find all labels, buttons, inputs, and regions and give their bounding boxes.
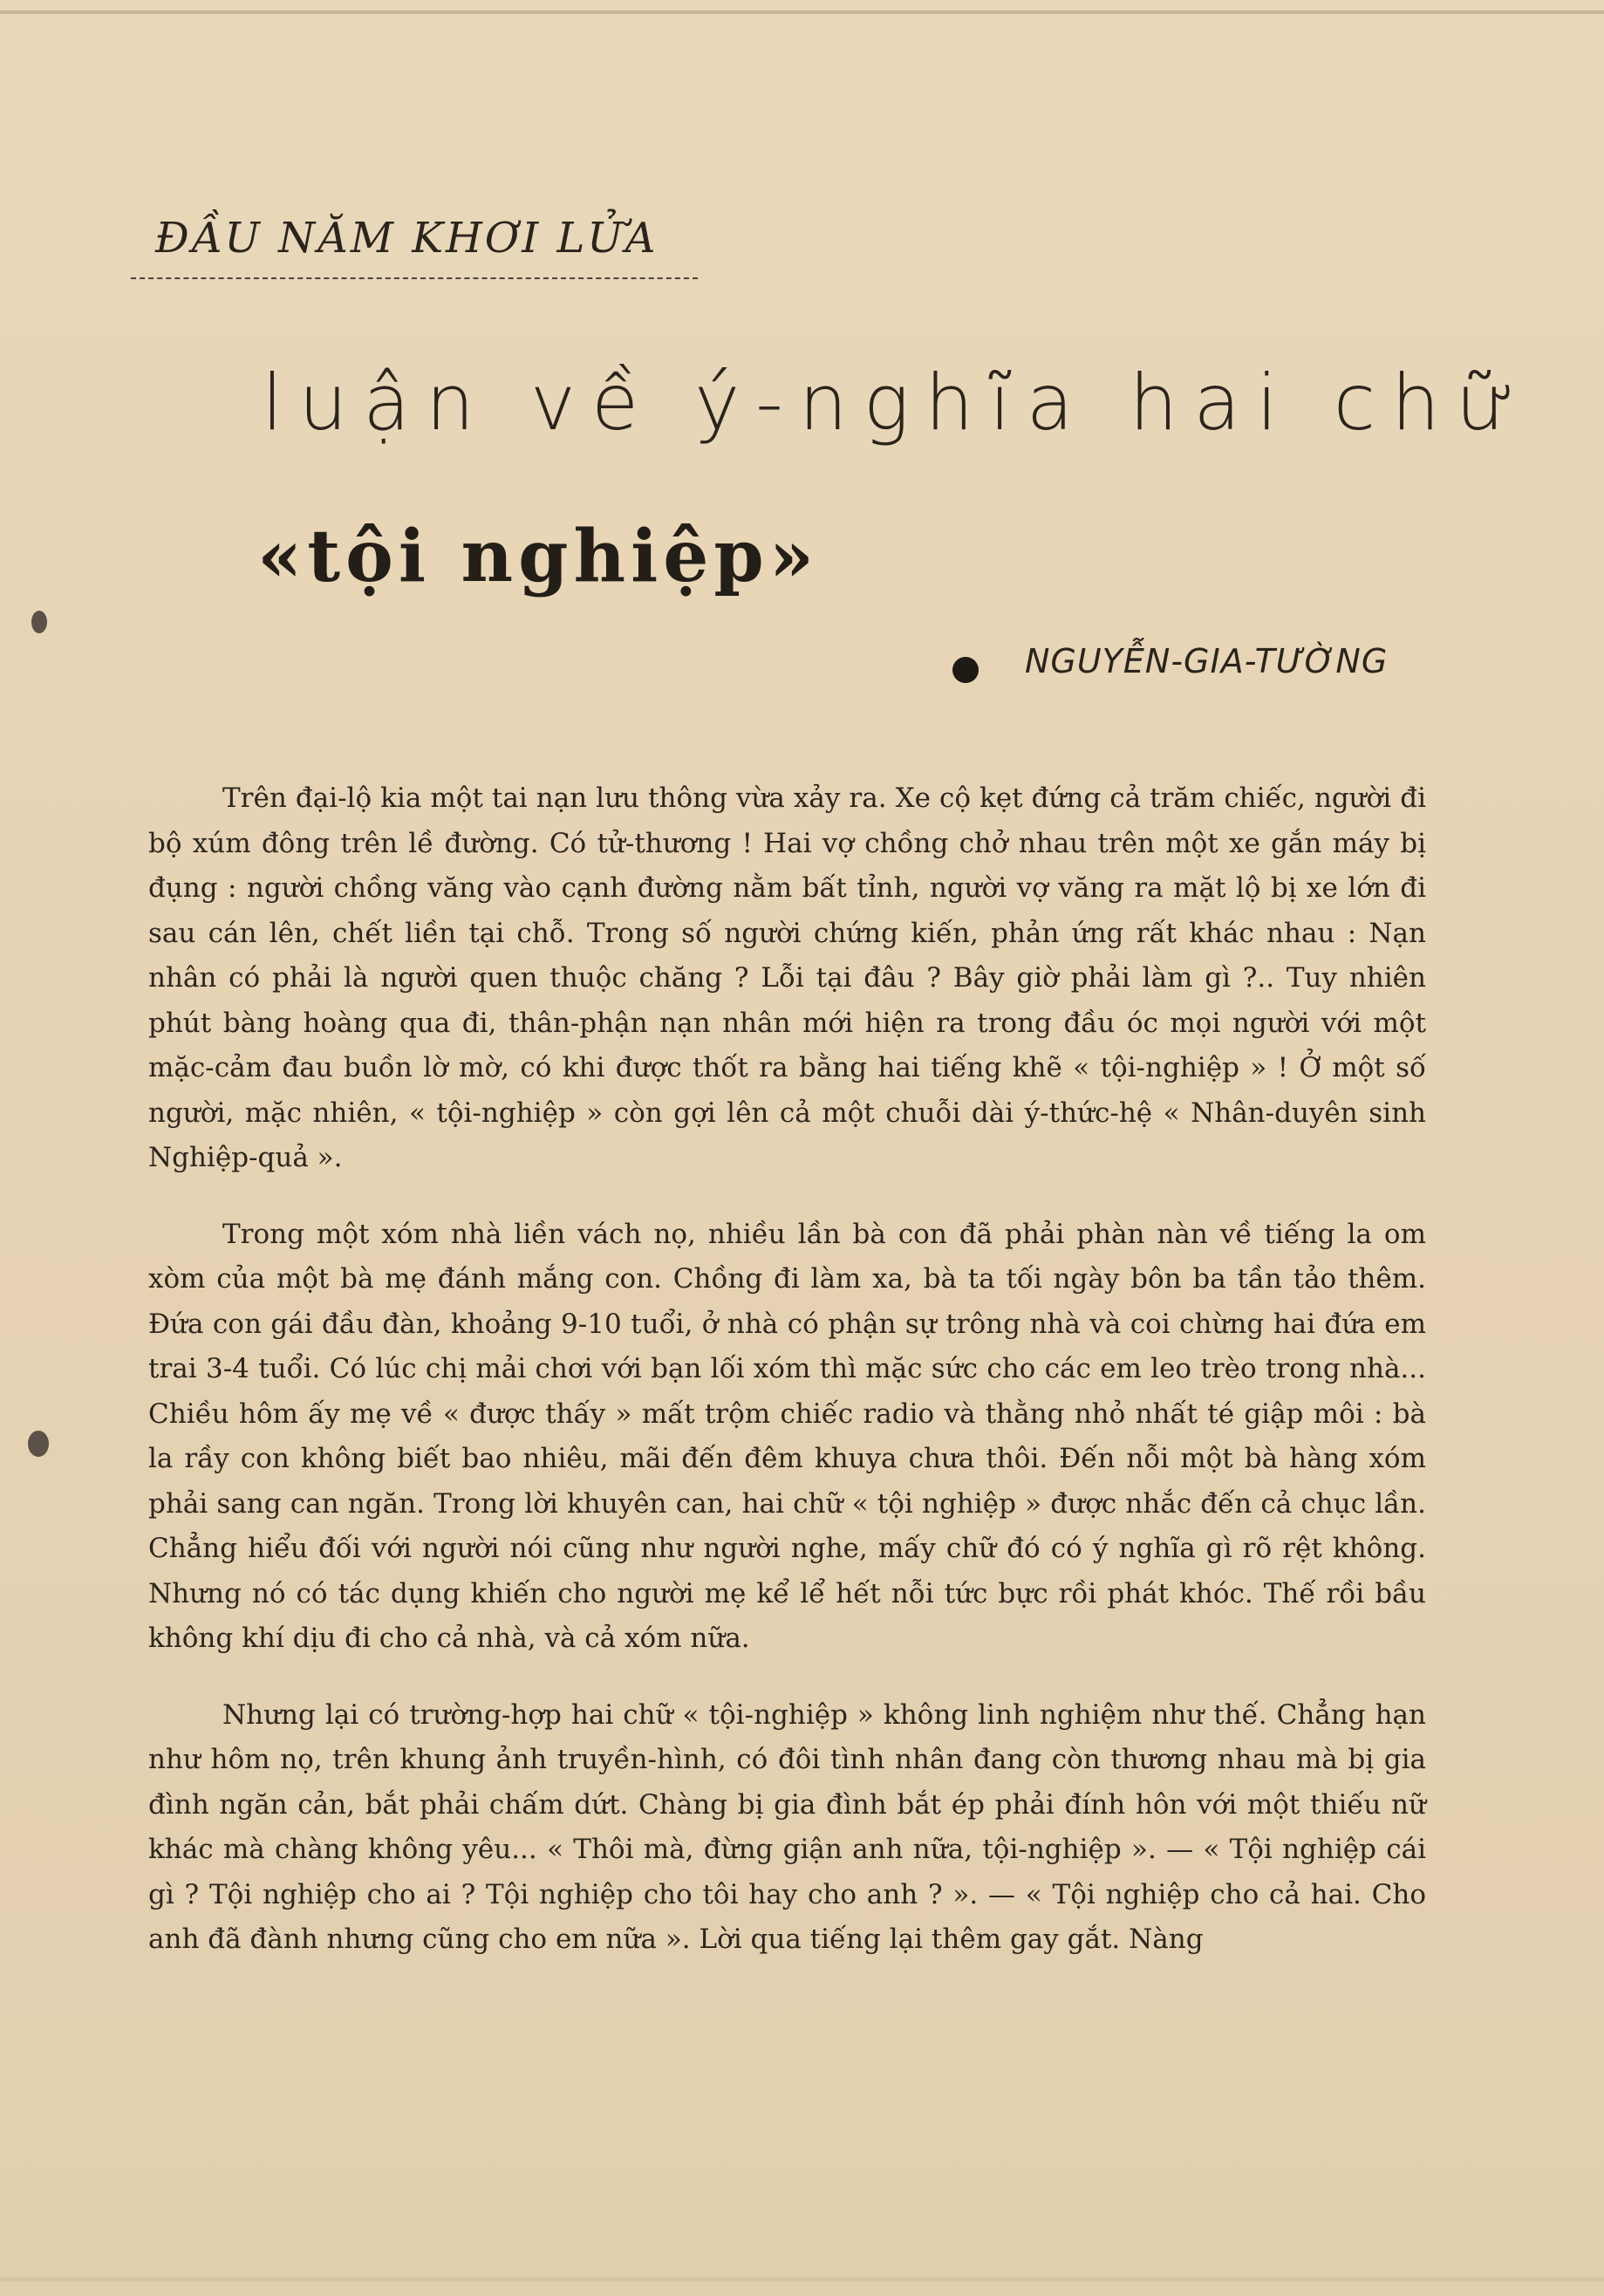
- binding-hole-icon: [28, 1431, 49, 1457]
- article-headline: luận về ý-nghĩa hai chữ: [262, 358, 1532, 448]
- section-underline: [131, 277, 698, 279]
- section-title: ĐẦU NĂM KHƠI LỬA: [155, 214, 659, 263]
- paragraph-1: Trên đại-lộ kia một tai nạn lưu thông vừa xảy ra. Xe cộ kẹt đứng cả trăm chiếc, người đi bộ xúm đông trên lề đường. Có tử-thương ! Hai vợ chồng chở nhau trên một xe gắn máy bị đụng : người chồng văng vào cạnh đường nằm bất tỉnh, người vợ văng ra mặt lộ bị xe lớn đi sau cán lên, chết liền tại chỗ. Trong số người chứng kiến, phản ứng rất khác nhau : Nạn nhân có phải là người quen thuộc chăng ? Lỗi tại đâu ? Bây giờ phải làm gì ?.. Tuy nhiên phút bàng hoàng qua đi, thân-phận nạn nhân mới hiện ra trong đầu óc mọi người với một mặc-cảm đau buồn lờ mờ, có khi được thốt ra bằng hai tiếng khẽ « tội-nghiệp » ! Ở một số người, mặc nhiên, « tội-nghiệp » còn gợi lên cả một chuỗi dài ý-thức-hệ « Nhân-duyên sinh Nghiệp-quả ».: [148, 782, 1426, 1173]
- article-author: NGUYỄN-GIA-TƯỜNG: [1025, 642, 1389, 680]
- bottom-edge-rule: [0, 2277, 1604, 2282]
- bullet-icon: [952, 657, 979, 683]
- binding-hole-icon: [31, 611, 47, 633]
- article-body: [148, 776, 1426, 1994]
- article-subheadline: «tội nghiệp»: [257, 515, 819, 598]
- paragraph-3: Nhưng lại có trường-hợp hai chữ « tội-nghiệp » không linh nghiệm như thế. Chẳng hạn như hôm nọ, trên khung ảnh truyền-hình, có đôi tình nhân đang còn thương nhau mà bị gia đình ngăn cản, bắt phải chấm dứt. Chàng bị gia đình bắt ép phải đính hôn với một thiếu nữ khác mà chàng không yêu... « Thôi mà, đừng giận anh nữa, tội-nghiệp ». — « Tội nghiệp cái gì ? Tội nghiệp cho ai ? Tội nghiệp cho tôi hay cho anh ? ». — « Tội nghiệp cho cả hai. Cho anh đã đành nhưng cũng cho em nữa ». Lời qua tiếng lại thêm gay gắt. Nàng: [148, 1698, 1426, 1955]
- top-edge-rule: [0, 10, 1604, 14]
- paragraph-2: Trong một xóm nhà liền vách nọ, nhiều lần bà con đã phải phàn nàn về tiếng la om xòm của một bà mẹ đánh mắng con. Chồng đi làm xa, bà ta tối ngày bôn ba tần tảo thêm. Đứa con gái đầu đàn, khoảng 9-10 tuổi, ở nhà có phận sự trông nhà và coi chừng hai đứa em trai 3-4 tuổi. Có lúc chị mải chơi với bạn lối xóm thì mặc sức cho các em leo trèo trong nhà... Chiều hôm ấy mẹ về « được thấy » mất trộm chiếc radio và thằng nhỏ nhất té giập môi : bà la rầy con không biết bao nhiêu, mãi đến đêm khuya chưa thôi. Đến nỗi một bà hàng xóm phải sang can ngăn. Trong lời khuyên can, hai chữ « tội nghiệp » được nhắc đến cả chục lần. Chẳng hiểu đối với người nói cũng như người nghe, mấy chữ đó có ý nghĩa gì rõ rệt không. Nhưng nó có tác dụng khiến cho người mẹ kể lể hết nỗi tức bực rồi phát khóc. Thế rồi bầu không khí dịu đi cho cả nhà, và cả xóm nữa.: [148, 1218, 1426, 1654]
